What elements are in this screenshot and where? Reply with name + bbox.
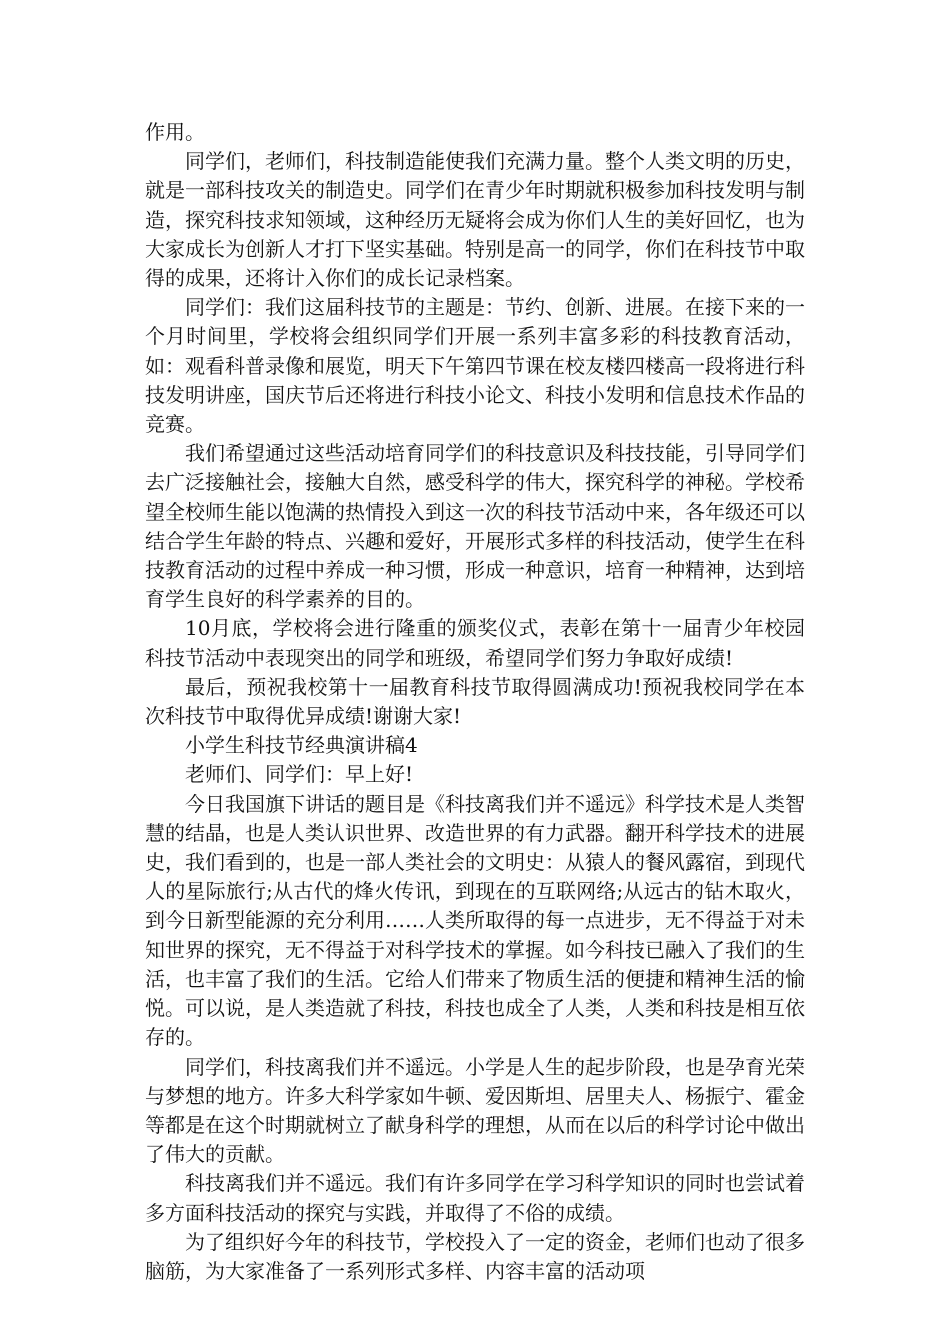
paragraph-11: 科技离我们并不遥远。我们有许多同学在学习科学知识的同时也尝试着多方面科技活动的探究与实践，并取得了不俗的成绩。 [145,1171,805,1225]
paragraph-10: 同学们，科技离我们并不遥远。小学是人生的起步阶段，也是孕育光荣与梦想的地方。许多大科学家如牛顿、爱因斯坦、居里夫人、杨振宁、霍金等都是在这个时期就树立了献身科学的理想，从而在以后的科学讨论中做出了伟大的贡献。 [145,1054,805,1167]
paragraph-6: 最后，预祝我校第十一届教育科技节取得圆满成功!预祝我校同学在本次科技节中取得优异成绩!谢谢大家! [145,674,805,729]
paragraph-3: 同学们：我们这届科技节的主题是：节约、创新、进展。在接下来的一个月时间里，学校将会组织同学们开展一系列丰富多彩的科技教育活动，如：观看科普录像和展览，明天下午第四节课在校友楼四楼高一段将进行科技发明讲座，国庆节后还将进行科技小论文、科技小发明和信息技术作品的竞赛。 [145,295,805,437]
paragraph-12: 为了组织好今年的科技节，学校投入了一定的资金，老师们也动了很多脑筋，为大家准备了一系列形式多样、内容丰富的活动项 [145,1229,805,1283]
paragraph-1: 作用。 [145,120,205,144]
paragraph-9: 今日我国旗下讲话的题目是《科技离我们并不遥远》科学技术是人类智慧的结晶，也是人类认识世界、改造世界的有力武器。翻开科学技术的进展史，我们看到的，也是一部人类社会的文明史：从猿人的餐风露宿，到现代人的星际旅行;从古代的烽火传讯，到现在的互联网络;从远古的钻木取火，到今日新型能源的充分利用……人类所取得的每一点进步，无不得益于对未知世界的探究，无不得益于对科学技术的掌握。如今科技已融入了我们的生活，也丰富了我们的生活。它给人们带来了物质生活的便捷和精神生活的愉悦。可以说，是人类造就了科技，科技也成全了人类，人类和科技是相互依存的。 [145,791,805,1050]
section-heading: 小学生科技节经典演讲稿4 [185,733,418,758]
paragraph-2: 同学们，老师们，科技制造能使我们充满力量。整个人类文明的历史，就是一部科技攻关的制造史。同学们在青少年时期就积极参加科技发明与制造，探究科技求知领域，这种经历无疑将会成为你们人生的美好回忆，也为大家成长为创新人才打下坚实基础。特别是高一的同学，你们在科技节中取得的成果，还将计入你们的成长记录档案。 [145,149,805,291]
document-page [145,118,805,1286]
paragraph-5: 10月底，学校将会进行隆重的颁奖仪式，表彰在第十一届青少年校园科技节活动中表现突出的同学和班级，希望同学们努力争取好成绩! [145,616,805,670]
paragraph-4: 我们希望通过这些活动培育同学们的科技意识及科技技能，引导同学们去广泛接触社会，接触大自然，感受科学的伟大，探究科学的神秘。学校希望全校师生能以饱满的热情投入到这一次的科技节活动中来，各年级还可以结合学生年龄的特点、兴趣和爱好，开展形式多样的科技活动，使学生在科技教育活动的过程中养成一种习惯，形成一种意识，培育一种精神，达到培育学生良好的科学素养的目的。 [145,441,805,612]
greeting: 老师们、同学们：早上好! [185,762,414,787]
